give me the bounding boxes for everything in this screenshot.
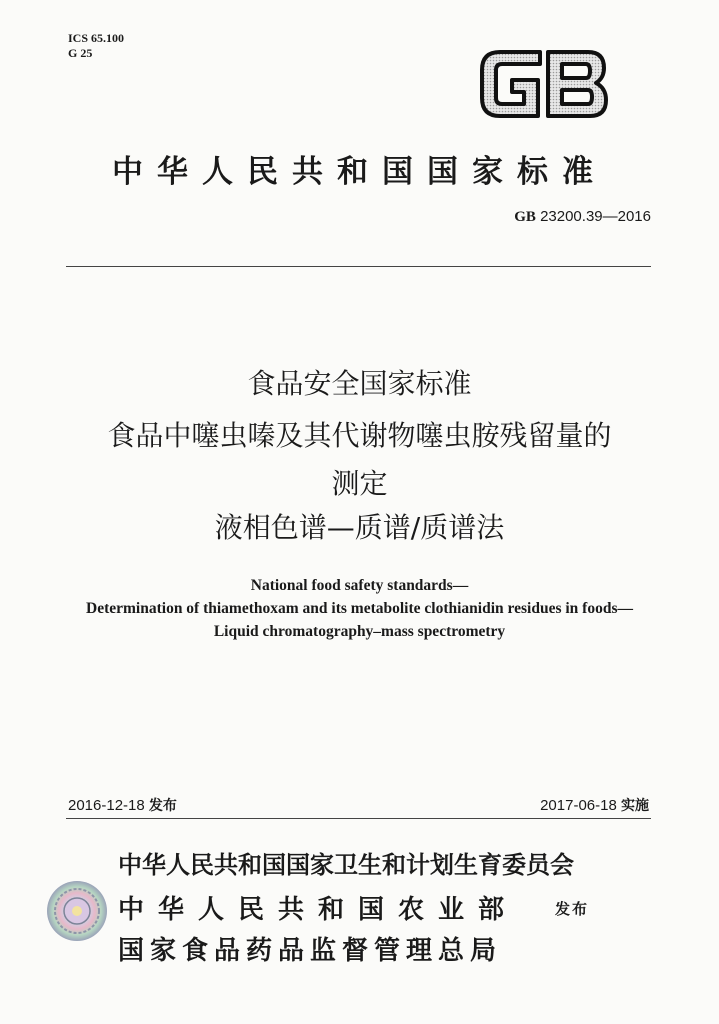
title-cn-line-2: 食品中噻虫嗪及其代谢物噻虫胺残留量的 (107, 419, 612, 452)
publication-date (68, 795, 177, 815)
ccs-code: G 25 (68, 46, 93, 60)
authority-cfda: 国家食品药品监督管理总局 (118, 936, 503, 966)
national-standard-heading: 中华人民共和国国家标准 (112, 154, 607, 190)
top-divider (66, 266, 651, 267)
gb-logo-graphic (474, 44, 614, 124)
publication-date-label: 发布 (148, 798, 177, 814)
issue-label: 发布 (555, 900, 590, 918)
hologram-graphic (46, 880, 108, 942)
gb-logo (474, 44, 614, 124)
title-en-line-3: Liquid chromatography–mass spectrometry (213, 623, 506, 640)
standard-number (514, 208, 651, 226)
standard-prefix: GB (514, 209, 536, 225)
bottom-divider (66, 818, 651, 819)
title-cn-line-3: 测定 (331, 467, 388, 500)
classification-codes (68, 31, 124, 61)
ics-code: ICS 65.100 (68, 31, 125, 45)
title-en-line-2: Determination of thiamethoxam and its metabolite clothianidin residues in foods— (86, 600, 633, 617)
implementation-date-value: 2017-06-18 (540, 797, 617, 814)
implementation-date (540, 795, 649, 815)
title-cn-line-4: 液相色谱—质谱/质谱法 (214, 511, 505, 544)
title-cn-line-1: 食品安全国家标准 (247, 367, 472, 400)
authority-nhfpc: 中华人民共和国国家卫生和计划生育委员会 (118, 850, 574, 879)
implementation-date-label: 实施 (621, 798, 649, 814)
publication-date-value: 2016-12-18 (68, 797, 145, 814)
authority-moa: 中华人民共和国农业部 (118, 895, 519, 925)
hologram-seal (46, 880, 108, 942)
title-en-line-1: National food safety standards— (250, 577, 469, 594)
standard-code: 23200.39—2016 (540, 208, 651, 225)
